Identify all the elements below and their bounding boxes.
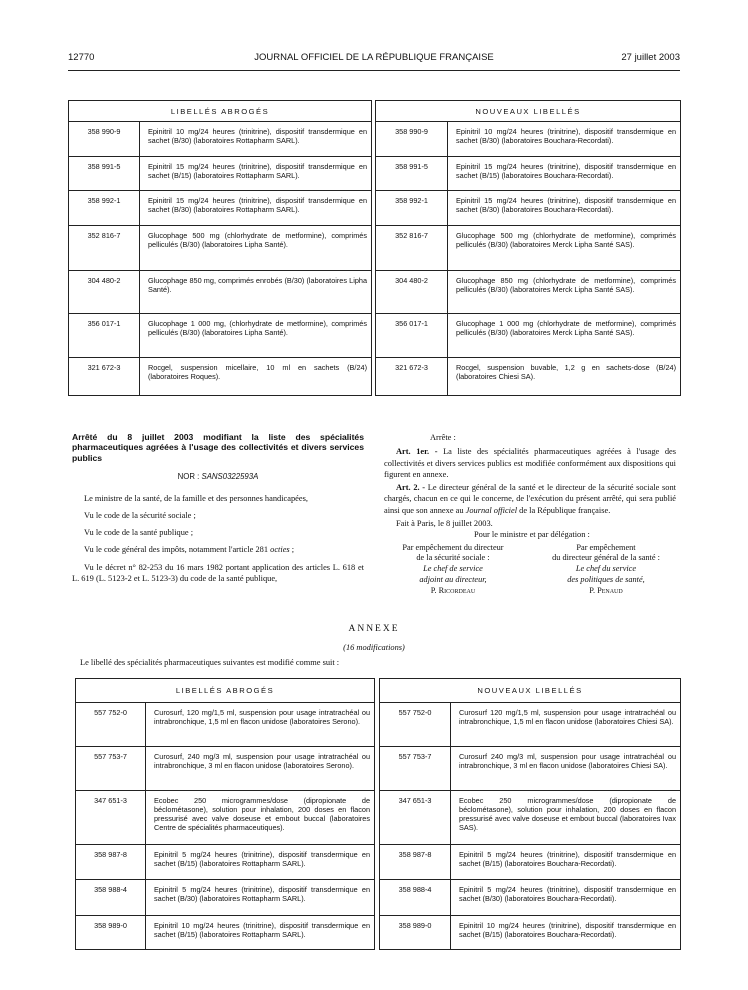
label-new: Epinitril 15 mg/24 heures (trinitrine), dispositif transdermique en sachet (B/30) (laboratoires Bouchara-Recordati). <box>448 191 681 226</box>
label-old: Epinitril 5 mg/24 heures (trinitrine), dispositif transdermique en sachet (B/15) (laboratoires Rottapharm SARL). <box>146 845 375 880</box>
code-new: 358 991-5 <box>376 157 448 191</box>
code-old: 347 651-3 <box>76 791 146 845</box>
page-number: 12770 <box>68 52 95 63</box>
table-row <box>76 845 681 880</box>
code-old: 557 752-0 <box>76 703 146 747</box>
paragraph-vu-impots: Vu le code général des impôts, notamment l'article 281 octies ; <box>84 545 295 555</box>
table-row <box>69 226 681 271</box>
code-old: 358 989-0 <box>76 916 146 950</box>
label-old: Epinitril 15 mg/24 heures (trinitrine), dispositif transdermique en sachet (B/30) (laboratoires Rottapharm SARL). <box>140 191 372 226</box>
code-old: 352 816-7 <box>69 226 140 271</box>
paragraph-vu-decret: Vu le décret n° 82-253 du 16 mars 1982 portant application des articles L. 618 et L. 619 (L. 5123-2 et L. 5123-3) du code de la santé publique, <box>72 562 364 583</box>
header-new-labels: NOUVEAUX LIBELLÉS <box>376 101 681 122</box>
table-row <box>76 916 681 950</box>
label-new: Ecobec 250 microgrammes/dose (dipropionate de béclométasone), solution pour inhalation, 200 doses en flacon pressurisé avec valve doseuse et embout buccal (laboratoires Ivax SAS). <box>451 791 681 845</box>
label-new: Epinitril 15 mg/24 heures (trinitrine), dispositif transdermique en sachet (B/15) (laboratoires Bouchara-Recordati). <box>448 157 681 191</box>
signature-sante: Par empêchement du directeur général de la santé : Le chef du service des politiques de santé, P. Penaud <box>552 542 660 595</box>
header-rule <box>68 70 680 71</box>
table-row <box>76 880 681 916</box>
nor-code: SANS0322593A <box>201 472 259 482</box>
table-row <box>69 314 681 358</box>
code-old: 358 992-1 <box>69 191 140 226</box>
label-new: Epinitril 5 mg/24 heures (trinitrine), dispositif transdermique en sachet (B/30) (laboratoires Bouchara-Recordati). <box>451 880 681 916</box>
signatures <box>384 543 676 595</box>
code-old: 557 753-7 <box>76 747 146 791</box>
label-old: Epinitril 10 mg/24 heures (trinitrine), dispositif transdermique en sachet (B/30) (laboratoires Rottapharm SARL). <box>140 122 372 157</box>
label-new: Epinitril 10 mg/24 heures (trinitrine), dispositif transdermique en sachet (B/30) (laboratoires Bouchara-Recordati). <box>448 122 681 157</box>
header-new-labels: NOUVEAUX LIBELLÉS <box>380 679 681 703</box>
label-old: Glucophage 1 000 mg, (chlorhydrate de metformine), comprimés pelliculés (B/30) (laboratoires Lipha Santé). <box>140 314 372 358</box>
paragraph-minister: Le ministre de la santé, de la famille et des personnes handicapées, <box>84 493 308 503</box>
issue-date: 27 juillet 2003 <box>621 52 680 63</box>
label-new: Glucophage 1 000 mg (chlorhydrate de metformine), comprimés pelliculés (B/30) (laboratoires Merck Lipha Santé SAS). <box>448 314 681 358</box>
code-new: 358 987-8 <box>380 845 451 880</box>
code-new: 358 988-4 <box>380 880 451 916</box>
annexe-subtitle: (16 modifications) <box>343 643 405 652</box>
table-row <box>69 271 681 314</box>
code-new: 321 672-3 <box>376 358 448 396</box>
table-row <box>76 791 681 845</box>
code-new: 356 017-1 <box>376 314 448 358</box>
label-old: Rocgel, suspension micellaire, 10 ml en sachets (B/24) (laboratoires Roques). <box>140 358 372 396</box>
table-row <box>76 747 681 791</box>
code-old: 358 990-9 <box>69 122 140 157</box>
article-2: Art. 2. - Le directeur général de la santé et le directeur de la sécurité sociale sont chargés, chacun en ce qui le concerne, de l'exécution du présent arrêté, qui sera publié ainsi que son annexe au Journal officiel de la République française. <box>384 483 677 515</box>
signature-secu: Par empêchement du directeur de la sécurité sociale : Le chef de service adjoint au directeur, P. Ricordeau <box>402 542 504 595</box>
table-1 <box>68 100 681 396</box>
table-row <box>69 191 681 226</box>
code-old: 358 988-4 <box>76 880 146 916</box>
code-new: 347 651-3 <box>380 791 451 845</box>
page-header <box>68 52 680 66</box>
code-old: 321 672-3 <box>69 358 140 396</box>
code-new: 557 752-0 <box>380 703 451 747</box>
code-new: 358 989-0 <box>380 916 451 950</box>
decree-title: Arrêté du 8 juillet 2003 modifiant la liste des spécialités pharmaceutiques agréées à l'usage des collectivités et divers services publics <box>72 432 364 463</box>
code-old: 358 987-8 <box>76 845 146 880</box>
code-new: 358 990-9 <box>376 122 448 157</box>
label-new: Epinitril 5 mg/24 heures (trinitrine), dispositif transdermique en sachet (B/15) (laboratoires Bouchara-Recordati). <box>451 845 681 880</box>
table-row <box>76 703 681 747</box>
table-row <box>69 358 681 396</box>
label-old: Glucophage 500 mg (chlorhydrate de metformine), comprimés pelliculés (B/30) (laboratoires Lipha Santé). <box>140 226 372 271</box>
nor-label: NOR : <box>177 472 200 482</box>
label-old: Glucophage 850 mg, comprimés enrobés (B/30) (laboratoires Lipha Santé). <box>140 271 372 314</box>
table-2 <box>75 678 681 950</box>
signing-place-date: Fait à Paris, le 8 juillet 2003. <box>396 519 493 529</box>
label-old: Epinitril 15 mg/24 heures (trinitrine), dispositif transdermique en sachet (B/15) (laboratoires Rottapharm SARL). <box>140 157 372 191</box>
code-old: 304 480-2 <box>69 271 140 314</box>
header-old-labels: LIBELLÉS ABROGÉS <box>69 101 372 122</box>
decree-left-column <box>72 432 364 584</box>
annexe-title: ANNEXE <box>348 624 400 634</box>
journal-title: JOURNAL OFFICIEL DE LA RÉPUBLIQUE FRANÇAISE <box>254 52 494 63</box>
header-old-labels: LIBELLÉS ABROGÉS <box>76 679 375 703</box>
label-new: Rocgel, suspension buvable, 1,2 g en sachets-dose (B/24) (laboratoires Chiesi SA). <box>448 358 681 396</box>
code-old: 356 017-1 <box>69 314 140 358</box>
paragraph-vu-secu: Vu le code de la sécurité sociale ; <box>84 510 196 520</box>
label-new: Curosurf 240 mg/3 ml, suspension pour usage intratrachéal ou intrabronchique, 3 ml en flacon unidose (laboratoires Chiesi SA). <box>451 747 681 791</box>
arrete-heading: Arrête : <box>430 433 456 442</box>
label-old: Epinitril 10 mg/24 heures (trinitrine), dispositif transdermique en sachet (B/15) (laboratoires Rottapharm SARL). <box>146 916 375 950</box>
delegation-line: Pour le ministre et par délégation : <box>474 530 590 540</box>
annexe-intro: Le libellé des spécialités pharmaceutiques suivantes est modifié comme suit : <box>80 658 340 667</box>
article-1: Art. 1er. - La liste des spécialités pharmaceutiques agréées à l'usage des collectivités et divers services publics est modifiée conformément aux dispositions qui figurent en annexe. <box>384 447 676 479</box>
nor-reference <box>72 471 364 482</box>
code-new: 557 753-7 <box>380 747 451 791</box>
code-new: 352 816-7 <box>376 226 448 271</box>
code-old: 358 991-5 <box>69 157 140 191</box>
label-new: Curosurf 120 mg/1,5 ml, suspension pour usage intratrachéal ou intrabronchique, 1,5 ml en flacon unidose (laboratoires Chiesi SA). <box>451 703 681 747</box>
label-old: Ecobec 250 microgrammes/dose (dipropionate de béclométasone), solution pour inhalation, 200 doses en flacon pressurisé avec valve doseuse et embout buccal (laboratoires Centre de spécialités pharmaceutiques). <box>146 791 375 845</box>
label-old: Epinitril 5 mg/24 heures (trinitrine), dispositif transdermique en sachet (B/30) (laboratoires Rottapharm SARL). <box>146 880 375 916</box>
code-new: 358 992-1 <box>376 191 448 226</box>
label-new: Glucophage 500 mg (chlorhydrate de metformine), comprimés pelliculés (B/30) (laboratoires Merck Lipha Santé SAS). <box>448 226 681 271</box>
label-old: Curosurf, 120 mg/1,5 ml, suspension pour usage intratrachéal ou intrabronchique, 1,5 ml en flacon unidose (laboratoires Serono). <box>146 703 375 747</box>
label-old: Curosurf, 240 mg/3 ml, suspension pour usage intratrachéal ou intrabronchique, 3 ml en flacon unidose (laboratoires Serono). <box>146 747 375 791</box>
table-row <box>69 122 681 157</box>
table-row <box>69 157 681 191</box>
paragraph-vu-sante: Vu le code de la santé publique ; <box>84 528 194 538</box>
label-new: Epinitril 10 mg/24 heures (trinitrine), dispositif transdermique en sachet (B/15) (laboratoires Bouchara-Recordati). <box>451 916 681 950</box>
label-new: Glucophage 850 mg (chlorhydrate de metformine), comprimés pelliculés (B/30) (laboratoires Merck Lipha Santé SAS). <box>448 271 681 314</box>
code-new: 304 480-2 <box>376 271 448 314</box>
decree-right-column <box>384 432 676 595</box>
